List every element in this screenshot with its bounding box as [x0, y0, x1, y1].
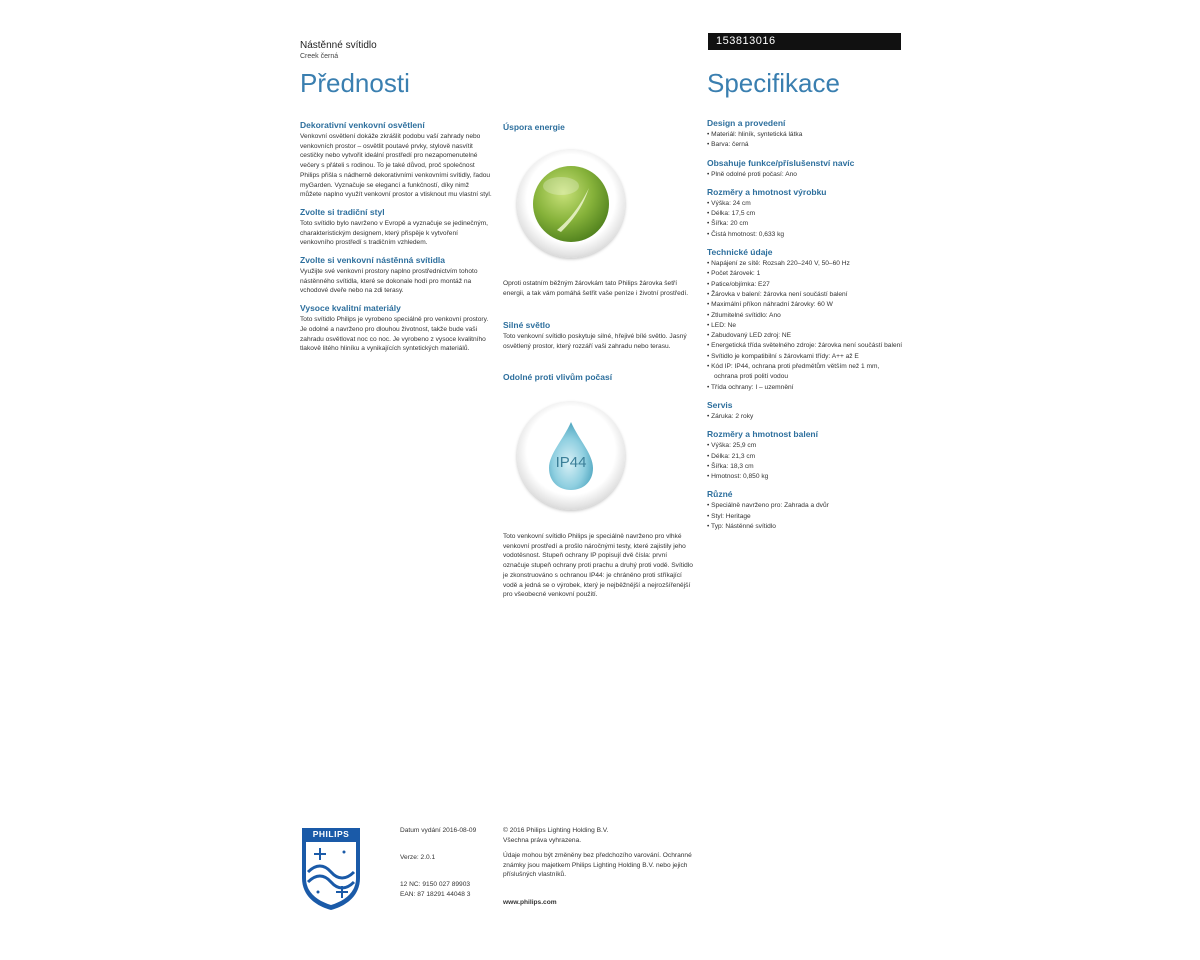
spec-section	[707, 247, 903, 393]
section-heading: Zvolte si venkovní nástěnná svítidla	[300, 255, 446, 266]
spec-heading: Rozměry a hmotnost balení	[707, 429, 818, 440]
feature-section	[300, 120, 492, 200]
spec-heading: Technické údaje	[707, 247, 773, 258]
spec-item: • Napájení ze sítě: Rozsah 220–240 V, 50–60 Hz	[707, 259, 903, 269]
spec-section	[707, 489, 903, 532]
issue-date: Datum vydání 2016-08-09	[400, 827, 477, 834]
spec-item: • Energetická třída světelného zdroje: žárovka není součástí balení	[707, 341, 903, 351]
spec-section	[707, 158, 903, 180]
spec-section	[707, 429, 903, 482]
spec-item: • Patice/objímka: E27	[707, 280, 903, 290]
spec-item: • Výška: 25,9 cm	[707, 441, 903, 451]
copyright: © 2016 Philips Lighting Holding B.V.	[503, 827, 609, 834]
spec-item: • Styl: Heritage	[707, 512, 903, 522]
spec-item: • LED: Ne	[707, 321, 903, 331]
ip-label: IP44	[555, 454, 587, 471]
spec-item: • Zabudovaný LED zdroj: NE	[707, 331, 903, 341]
energy-leaf-icon	[517, 150, 625, 258]
spec-item: • Ztlumitelné svítidlo: Ano	[707, 311, 903, 321]
spec-item: • Délka: 21,3 cm	[707, 452, 903, 462]
spec-item: • Čistá hmotnost: 0,633 kg	[707, 230, 903, 240]
philips-logo	[300, 826, 362, 912]
section-heading: Vysoce kvalitní materiály	[300, 303, 401, 314]
brand-name: PHILIPS	[312, 829, 350, 839]
spec-item: • Speciálně navrženo pro: Zahrada a dvůr	[707, 501, 903, 511]
specs-title: Specifikace	[707, 68, 840, 98]
weather-heading: Odolné proti vlivům počasí	[503, 372, 613, 382]
feature-section	[300, 255, 492, 296]
spec-item: • Žárovka v balení: žárovka není součástí balení	[707, 290, 903, 300]
spec-heading: Rozměry a hmotnost výrobku	[707, 186, 827, 197]
disclaimer: Údaje mohou být změněny bez předchozího varování. Ochranné známky jsou majetkem Philips Lighting Holding B.V. nebo jejich příslušných vlastníků.	[503, 852, 692, 878]
spec-heading: Design a provedení	[707, 118, 786, 128]
feature-section	[300, 303, 492, 354]
spec-item: • Počet žárovek: 1	[707, 269, 903, 279]
spec-item: • Svítidlo je kompatibilní s žárovkami třídy: A++ až E	[707, 352, 903, 362]
weather-text: Toto venkovní svítidlo Philips je speciálně navrženo pro vlhké venkovní prostředí a prošlo náročnými testy, které zajistily jeho vodotěsnost. Stupeň ochrany IP popisují dvě čísla: první označuje stupeň ochrany proti prachu a druhý proti vodě. Svítidlo je zkonstruováno s ochranou IP44: je chráněno proti stříkající vodě a jedná se o výrobek, který je nejběžnější a nejrozšířenější pro všeobecné venkovní použití.	[503, 533, 693, 599]
footer-legal	[503, 826, 695, 907]
energy-heading: Úspora energie	[503, 122, 565, 132]
leaf-icon	[517, 150, 625, 258]
features-column	[300, 120, 492, 361]
product-subtitle: Creek černá	[300, 53, 339, 60]
spec-item: • Šířka: 18,3 cm	[707, 462, 903, 472]
spec-heading: Různé	[707, 489, 733, 500]
bright-text: Toto venkovní svítidlo poskytuje silné, hřejivé bílé světlo. Jasný osvětlený prostor, který rozzáří vaši zahradu nebo terasu.	[503, 333, 687, 350]
section-heading: Dekorativní venkovní osvětlení	[300, 120, 425, 130]
features-title: Přednosti	[300, 68, 410, 98]
spec-item: • Kód IP: IP44, ochrana proti předmětům větším než 1 mm, ochrana proti polití vodou	[707, 362, 903, 383]
section-text: Toto svítidlo bylo navrženo v Evropě a vyznačuje se jedinečným, charakteristickým designem, který přispěje k vytvoření venkovního prostředí s tradičním vzhledem.	[300, 219, 489, 247]
section-text: Venkovní osvětlení dokáže zkrášlit podobu vaší zahrady nebo venkovních prostor – osvětlit poutavé prvky, stylově nasvítit cestičky nebo vytvořit ideální prostředí pro nezapomenutelné večery s přáteli s rodinou. To je také důvod, proč společnost Philips přišla s nádherně dekorativními venkovními svítidly, řadou myGarden. Vyznačuje se elegancí a funkčností, díky nimž můžete naplno využít venkovní prostor a vtisknout mu vlastní styl.	[300, 133, 492, 199]
product-name: Nástěnné svítidlo	[300, 40, 377, 51]
spec-item: • Maximální příkon náhradní žárovky: 60 W	[707, 300, 903, 310]
spec-section	[707, 118, 903, 151]
spec-item: • Výška: 24 cm	[707, 199, 903, 209]
spec-item: • Třída ochrany: I – uzemnění	[707, 383, 903, 393]
section-heading: Zvolte si tradiční styl	[300, 206, 385, 217]
spec-item: • Plně odolné proti počasí: Ano	[707, 170, 903, 180]
section-text: Toto svítidlo Philips je vyrobeno speciálně pro venkovní prostory. Je odolné a navrženo pro dlouhou životnost, takže bude vaši zahradu osvětlovat noc co noc. Je vyrobeno z vysoce kvalitního tlakově litého hliníku a vynikajících syntetických materiálů.	[300, 316, 489, 353]
spec-item: • Materiál: hliník, syntetická látka	[707, 130, 903, 140]
spec-item: • Záruka: 2 roky	[707, 412, 903, 422]
product-code: 153813016	[708, 33, 901, 50]
spec-item: • Šířka: 20 cm	[707, 219, 903, 229]
spec-item: • Hmotnost: 0,850 kg	[707, 472, 903, 482]
spec-heading: Obsahuje funkce/příslušenství navíc	[707, 157, 855, 168]
spec-item: • Barva: černá	[707, 140, 903, 150]
bright-heading: Silné světlo	[503, 320, 551, 330]
spec-section	[707, 187, 903, 240]
section-text: Využijte své venkovní prostory naplno prostřednictvím tohoto nástěnného svítidla, které se dokonale hodí pro montáž na vchodové dveře nebo na zdi terasy.	[300, 268, 478, 295]
spec-item: • Typ: Nástěnné svítidlo	[707, 522, 903, 532]
footer-meta	[400, 826, 496, 899]
website-link[interactable]: www.philips.com	[503, 898, 557, 906]
specs-column	[707, 118, 903, 539]
spec-section	[707, 400, 903, 422]
spec-heading: Servis	[707, 399, 733, 410]
feature-section	[300, 207, 492, 248]
energy-text: Oproti ostatním běžným žárovkám tato Philips žárovka šetří energii, a tak vám pomáhá šetřit vaše peníze i životní prostředí.	[503, 280, 689, 297]
version: Verze: 2.0.1	[400, 853, 436, 861]
nc-number: 12 NC: 9150 027 89903	[400, 881, 471, 888]
ean-number: EAN: 87 18291 44048 3	[400, 890, 471, 898]
ip44-water-drop-icon	[517, 402, 625, 510]
bright-section	[503, 320, 695, 351]
rights-text: Všechna práva vyhrazena.	[503, 836, 582, 844]
spec-item: • Délka: 17,5 cm	[707, 209, 903, 219]
